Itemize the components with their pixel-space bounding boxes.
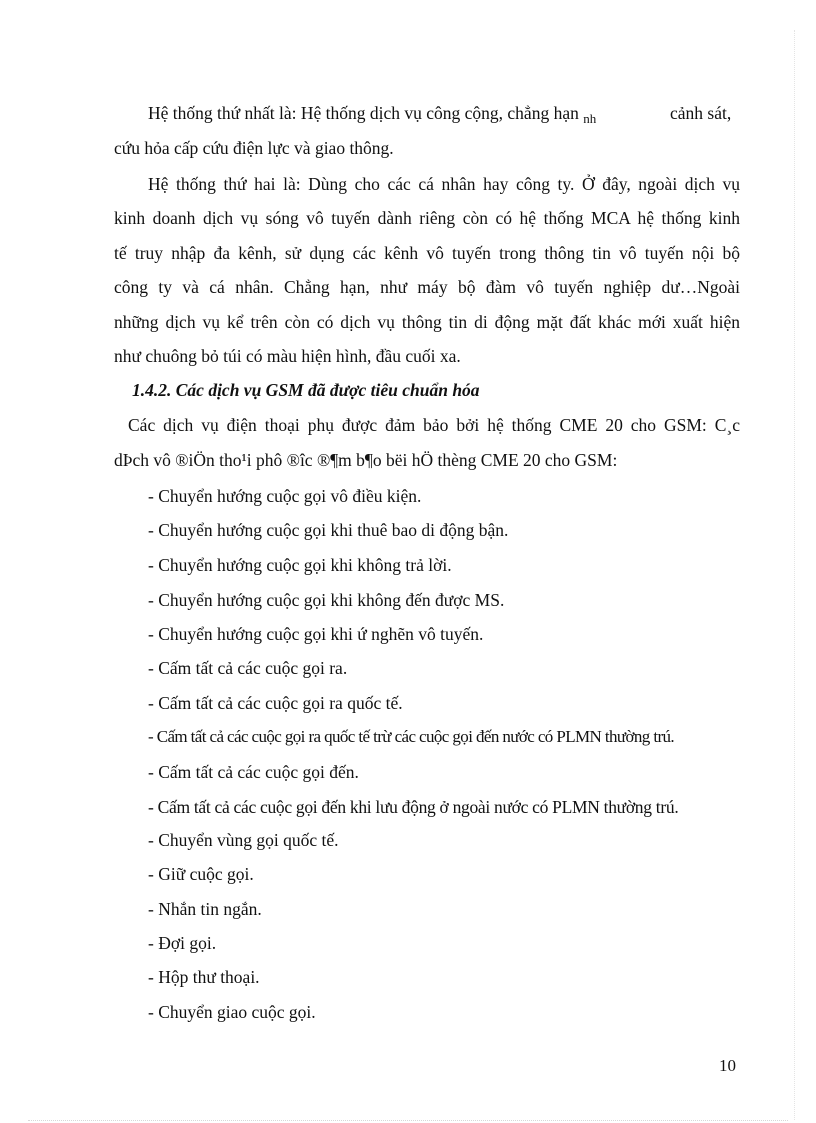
list-item: - Cấm tất cả các cuộc gọi đến. <box>148 762 359 782</box>
list-item: - Cấm tất cả các cuộc gọi ra quốc tế trừ các cuộc gọi đến nước có PLMN thường trú. <box>148 727 675 746</box>
paragraph-2-line-6: như chuông bỏ túi có màu hiện hình, đầu cuối xa. <box>114 346 461 366</box>
page-number: 10 <box>719 1056 736 1075</box>
list-item: - Đợi gọi. <box>148 933 217 953</box>
page-border-right <box>794 30 795 1120</box>
paragraph-2-line-5: những dịch vụ kể trên còn có dịch vụ thông tin di động mặt đất khác mới xuất hiện <box>114 312 740 332</box>
intro-line-2: dÞch vô ®iÖn tho¹i phô ®îc ®¶m b¶o bëi hÖ thèng CME 20 cho GSM: <box>114 450 618 470</box>
paragraph-1-line-1 <box>148 102 732 126</box>
paragraph-1-text-end: cảnh sát, <box>670 103 732 123</box>
list-item: - Chuyển hướng cuộc gọi khi ứ nghẽn vô tuyến. <box>148 624 484 644</box>
list-item: - Cấm tất cả các cuộc gọi ra quốc tế. <box>148 693 403 713</box>
paragraph-2-line-3: tế truy nhập đa kênh, sử dụng các kênh vô tuyến trong thông tin vô tuyến nội bộ <box>114 243 740 263</box>
list-item: - Chuyển hướng cuộc gọi khi thuê bao di động bận. <box>148 520 509 540</box>
list-item: - Chuyển hướng cuộc gọi khi không đến được MS. <box>148 590 505 610</box>
paragraph-2-line-4: công ty và cá nhân. Chẳng hạn, như máy bộ đàm vô tuyến nghiệp dư…Ngoài <box>114 277 740 297</box>
section-heading: 1.4.2. Các dịch vụ GSM đã được tiêu chuẩn hóa <box>132 380 480 400</box>
list-item: - Chuyển hướng cuộc gọi khi không trả lời. <box>148 555 452 575</box>
intro-line-1: Các dịch vụ điện thoại phụ được đảm bảo bởi hệ thống CME 20 cho GSM: C¸c <box>128 415 740 435</box>
list-item: - Cấm tất cả các cuộc gọi đến khi lưu động ở ngoài nước có PLMN thường trú. <box>148 797 679 817</box>
list-item: - Nhắn tin ngắn. <box>148 899 262 919</box>
paragraph-2-line-2: kinh doanh dịch vụ sóng vô tuyến dành riêng còn có hệ thống MCA hệ thống kinh <box>114 208 740 228</box>
paragraph-1-line-2: cứu hỏa cấp cứu điện lực và giao thông. <box>114 138 394 158</box>
paragraph-2-line-1: Hệ thống thứ hai là: Dùng cho các cá nhân hay công ty. Ở đây, ngoài dịch vụ <box>148 174 740 194</box>
page-border-bottom <box>28 1120 788 1121</box>
list-item: - Chuyển vùng gọi quốc tế. <box>148 830 339 850</box>
list-item: - Chuyển giao cuộc gọi. <box>148 1002 316 1022</box>
paragraph-1-text: Hệ thống thứ nhất là: Hệ thống dịch vụ công cộng, chẳng hạn <box>148 103 579 123</box>
list-item: - Chuyển hướng cuộc gọi vô điều kiện. <box>148 486 422 506</box>
list-item: - Cấm tất cả các cuộc gọi ra. <box>148 658 348 678</box>
list-item: - Giữ cuộc gọi. <box>148 864 254 884</box>
paragraph-1-fragment: nh <box>583 111 597 126</box>
list-item: - Hộp thư thoại. <box>148 967 260 987</box>
